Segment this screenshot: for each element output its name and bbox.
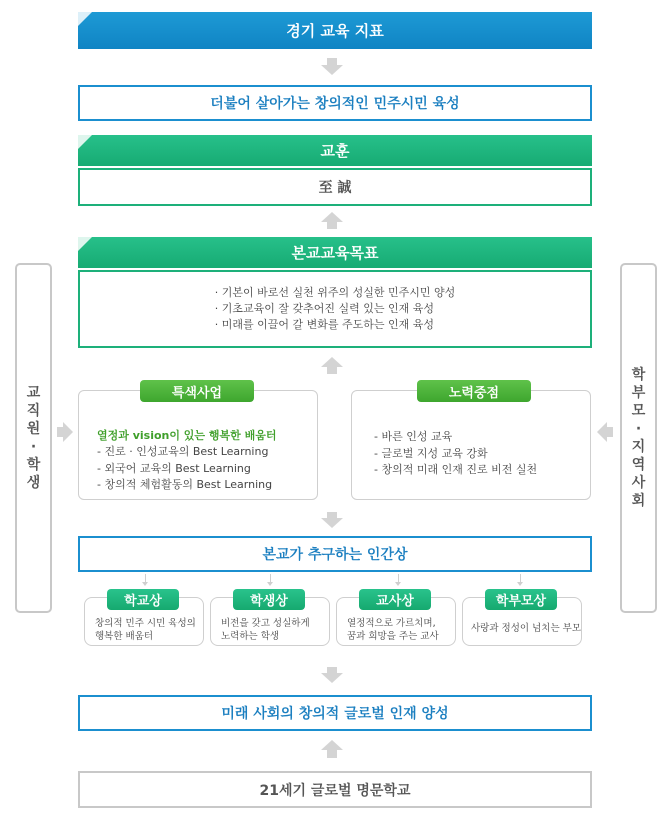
focus-item: - 바른 인성 교육 xyxy=(374,430,453,443)
persona-line: 행복한 배움터 xyxy=(95,631,154,642)
side-char: 교 xyxy=(26,385,41,401)
persona-tag-label: 학부모상 xyxy=(495,594,547,609)
arrow-right-icon xyxy=(63,422,73,442)
vision-text: 더불어 살아가는 창의적인 민주시민 육성 xyxy=(210,96,460,112)
arrow-stem xyxy=(57,427,64,437)
motto-box xyxy=(78,168,592,206)
focus-item: - 글로벌 지성 교육 강화 xyxy=(374,446,488,460)
side-char: 학 xyxy=(26,457,41,473)
connector-tip xyxy=(517,582,523,586)
motto-header xyxy=(78,135,592,166)
side-char: 직 xyxy=(26,403,41,419)
side-char: 부 xyxy=(631,385,646,401)
connector-line xyxy=(398,574,399,582)
future-talent-text: 미래 사회의 창의적 글로벌 인재 양성 xyxy=(221,706,449,722)
gyeonggi-education-indicator-header xyxy=(78,12,592,49)
arrow-stem xyxy=(606,427,613,437)
arrow-down-icon xyxy=(321,673,343,683)
arrow-up-icon xyxy=(321,212,343,222)
focus-tag-label: 노력중점 xyxy=(448,385,500,401)
header-title: 경기 교육 지표 xyxy=(286,22,384,40)
persona-line: 꿈과 희망을 주는 교사 xyxy=(347,631,439,642)
parents-community-sidebar xyxy=(620,263,657,613)
connector-tip xyxy=(142,582,148,586)
focus-box xyxy=(351,390,591,500)
special-project-item: - 진로 · 인성교육의 Best Learning xyxy=(97,445,269,458)
global-prestigious-school-box xyxy=(78,771,592,808)
connector-tip xyxy=(395,582,401,586)
persona-line: 창의적 민주 시민 육성의 xyxy=(95,618,196,629)
connector-line xyxy=(270,574,271,582)
special-project-box xyxy=(78,390,318,500)
side-char: 학 xyxy=(631,367,646,383)
staff-students-label xyxy=(27,384,41,492)
motto-title: 교훈 xyxy=(320,142,350,160)
teacher-ideal-desc xyxy=(347,617,455,643)
connector-line xyxy=(520,574,521,582)
school-goals-title: 본교교육목표 xyxy=(291,244,379,262)
focus-tag xyxy=(417,380,531,402)
student-ideal-desc xyxy=(221,617,329,643)
parent-ideal-desc xyxy=(471,622,581,635)
side-char: · xyxy=(635,421,642,437)
focus-list xyxy=(374,429,584,479)
arrow-stem xyxy=(327,222,337,229)
ideal-human-box xyxy=(78,536,592,572)
side-char: 역 xyxy=(631,457,646,473)
special-project-content xyxy=(97,427,312,494)
persona-tag-label: 학생상 xyxy=(250,594,288,609)
vision-box xyxy=(78,85,592,121)
side-char: 원 xyxy=(26,421,41,437)
arrow-up-icon xyxy=(321,357,343,367)
side-char: 사 xyxy=(631,475,646,491)
persona-line: 비전을 갖고 성실하게 xyxy=(221,618,310,629)
ideal-human-title: 본교가 추구하는 인간상 xyxy=(262,547,408,563)
school-ideal-desc xyxy=(95,617,203,643)
focus-content xyxy=(374,429,584,479)
focus-item: - 창의적 미래 인재 진로 비전 실천 xyxy=(374,463,538,476)
persona-tag-label: 교사상 xyxy=(376,594,414,609)
student-ideal-tag xyxy=(233,589,305,610)
school-goals-list xyxy=(215,285,456,333)
special-project-list xyxy=(97,444,312,494)
side-char: 생 xyxy=(26,475,41,491)
connector-tip xyxy=(267,582,273,586)
side-char: 회 xyxy=(631,493,646,509)
goal-item: · 미래를 이끌어 갈 변화를 주도하는 인재 육성 xyxy=(214,318,434,331)
future-talent-box xyxy=(78,695,592,731)
teacher-ideal-tag xyxy=(359,589,431,610)
arrow-stem xyxy=(327,750,337,758)
goal-item: · 기초교육이 잘 갖추어진 실력 있는 인재 육성 xyxy=(214,302,434,315)
special-project-headline: 열정과 vision이 있는 행복한 배움터 xyxy=(97,429,277,442)
parent-ideal-tag xyxy=(485,589,557,610)
persona-line: 열정적으로 가르치며, xyxy=(347,618,436,629)
motto-text: 至 誠 xyxy=(318,180,352,196)
arrow-up-icon xyxy=(321,740,343,750)
global-prestigious-school-text: 21세기 글로벌 명문학교 xyxy=(259,782,411,799)
persona-line: 사랑과 정성이 넘치는 부모 xyxy=(471,623,582,634)
persona-tag-label: 학교상 xyxy=(124,594,162,609)
school-goals-box xyxy=(78,270,592,348)
persona-line: 노력하는 학생 xyxy=(221,631,280,642)
arrow-stem xyxy=(327,367,337,374)
school-ideal-tag xyxy=(107,589,179,610)
school-goals-header xyxy=(78,237,592,268)
connector-line xyxy=(145,574,146,582)
parents-community-label xyxy=(632,366,646,510)
goal-item: · 기본이 바로선 실천 위주의 성실한 민주시민 양성 xyxy=(214,286,456,299)
side-char: 모 xyxy=(631,403,646,419)
side-char: · xyxy=(30,439,37,455)
side-char: 지 xyxy=(631,439,646,455)
special-project-item: - 창의적 체험활동의 Best Learning xyxy=(97,478,273,491)
arrow-down-icon xyxy=(321,65,343,75)
special-project-item: - 외국어 교육의 Best Learning xyxy=(97,461,251,475)
arrow-down-icon xyxy=(321,518,343,528)
special-project-tag xyxy=(140,380,254,402)
special-project-tag-label: 특색사업 xyxy=(171,385,223,401)
staff-students-sidebar xyxy=(15,263,52,613)
